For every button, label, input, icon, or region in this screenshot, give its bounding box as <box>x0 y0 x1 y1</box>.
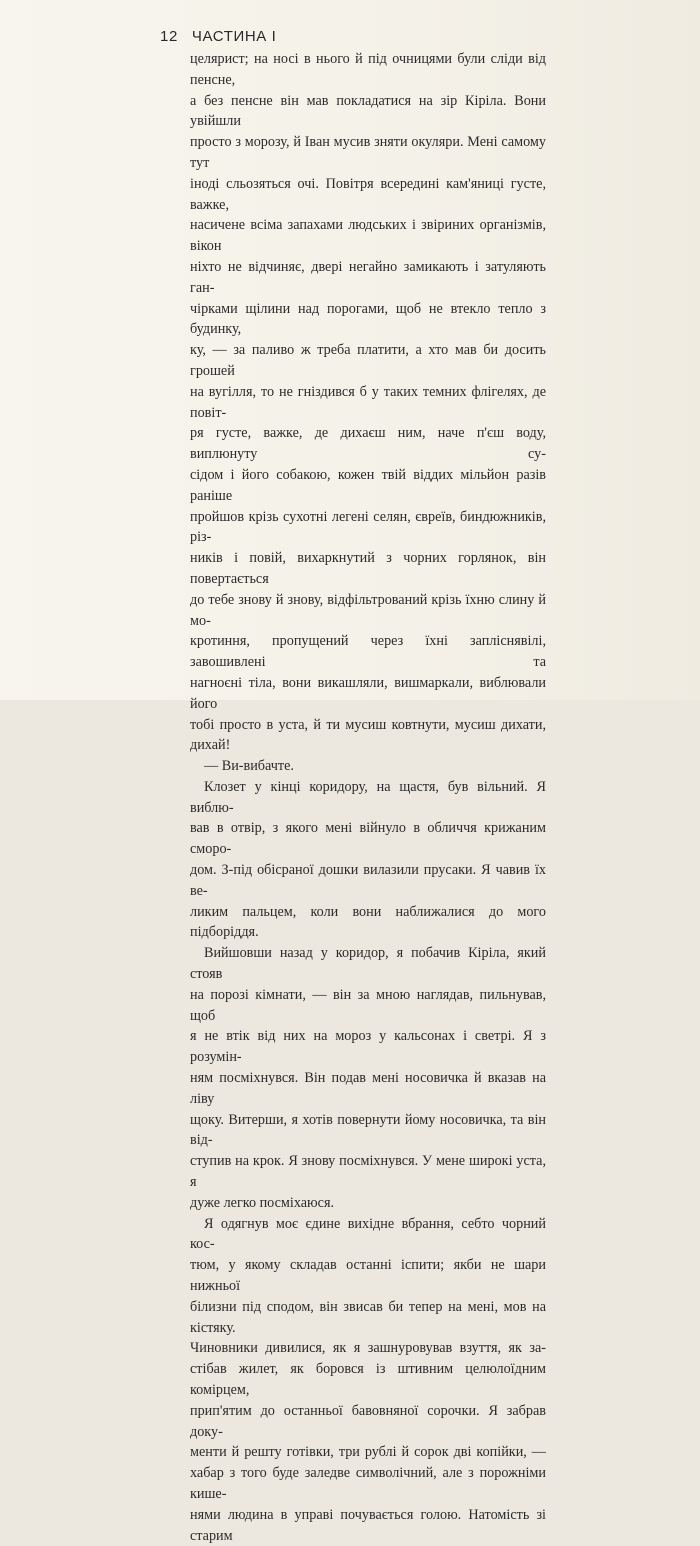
text-line: хабар з того буде заледве символічний, але з порожніми кише- <box>190 1465 546 1502</box>
running-head <box>160 28 276 45</box>
text-line: менти й решту готівки, три рублі й сорок дві копійки, — <box>190 1444 546 1461</box>
text-line: ря густе, важке, де дихаєш ним, наче п'єш воду, виплюнуту су- <box>190 425 546 463</box>
text-line: — Ви-вибачте. <box>204 758 294 775</box>
text-line: сідом і його собакою, кожен твій віддих мільйон разів раніше <box>190 466 546 504</box>
text-line: Чиновники дивилися, як я зашнуровував взуття, як за- <box>190 1340 546 1357</box>
text-line: Вийшовши назад у коридор, я побачив Кіріла, який стояв <box>190 945 546 983</box>
text-line: ням посміхнувся. Він подав мені носовичка й вказав на ліву <box>190 1070 546 1107</box>
text-line: пройшов крізь сухотні легені селян, євреїв, биндюжників, різ- <box>190 508 546 546</box>
body-text <box>190 49 546 1546</box>
part-title: ЧАСТИНА І <box>191 28 277 45</box>
text-line: до тебе знову й знову, відфільтрований крізь їхню слину й мо- <box>190 591 546 629</box>
text-line: ніхто не відчиняє, двері негайно замикають і затуляють ган- <box>190 258 546 296</box>
text-line: а без пенсне він мав покладатися на зір Кіріла. Вони увійшли <box>190 92 546 130</box>
text-line: стібав жилет, як боровся із штивним целюлоїдним комірцем, <box>190 1361 546 1398</box>
text-line: ників і повій, вихаркнутий з чорних горлянок, він повертається <box>190 550 546 587</box>
text-line: Клозет у кінці коридору, на щастя, був вільний. Я виблю- <box>190 778 546 816</box>
text-line: тюм, у якому складав останні іспити; якби не шари нижньої <box>190 1257 546 1295</box>
text-line: ступив на крок. Я знову посміхнувся. У мене широкі уста, я <box>190 1153 546 1191</box>
text-line: вав в отвір, з якого мені війнуло в обличчя крижаним сморо- <box>190 820 546 858</box>
text-line: іноді сльозяться очі. Повітря всередині кам'яниці густе, важке, <box>190 175 546 213</box>
text-line: Я одягнув моє єдине вихідне вбрання, себто чорний кос- <box>190 1215 546 1253</box>
text-line: нагноєні тіла, вони викашляли, вишмаркали, виблювали його <box>190 674 546 712</box>
text-line: насичене всіма запахами людських і звіриних організмів, вікон <box>190 217 546 255</box>
text-line: ликим пальцем, коли вони наближалися до мого підборіддя. <box>190 903 546 941</box>
text-line: дуже легко посміхаюся. <box>190 1194 335 1211</box>
text-line: чірками щілини над порогами, щоб не втекло тепло з будинку, <box>190 300 546 338</box>
text-line: нями людина в управі почувається голою. Натомість зі старим <box>190 1506 546 1544</box>
text-line: кротиння, пропущений через їхні запліснявілі, завошивлені та <box>190 633 546 671</box>
text-line: тобі просто в уста, й ти мусиш ковтнути, мусиш дихати, дихай! <box>190 716 546 754</box>
text-line: білизни під сподом, він звисав би тепер на мені, мов на кістяку. <box>190 1298 546 1336</box>
page-number: 12 <box>160 28 178 45</box>
text-line: прип'ятим до останньої бавовняної сорочки. Я забрав доку- <box>190 1402 546 1440</box>
text-line: на вугілля, то не гніздився б у таких темних флігелях, де повіт- <box>190 383 546 421</box>
text-line: щоку. Витерши, я хотів повернути йому носовичка, та він від- <box>190 1111 546 1149</box>
text-line: целярист; на носі в нього й під очницями були сліди від пенсне, <box>190 51 546 88</box>
text-line: просто з морозу, й Іван мусив зняти окуляри. Мені самому тут <box>190 134 546 171</box>
text-line: дом. З-під обісраної дошки вилазили прусаки. Я чавив їх ве- <box>190 862 546 899</box>
text-line: на порозі кімнати, — він за мною наглядав, пильнував, щоб <box>190 986 546 1024</box>
text-line: ку, — за паливо ж треба платити, а хто мав би досить грошей <box>190 342 546 379</box>
text-line: я не втік від них на мороз у кальсонах і светрі. Я з розумін- <box>190 1028 546 1066</box>
